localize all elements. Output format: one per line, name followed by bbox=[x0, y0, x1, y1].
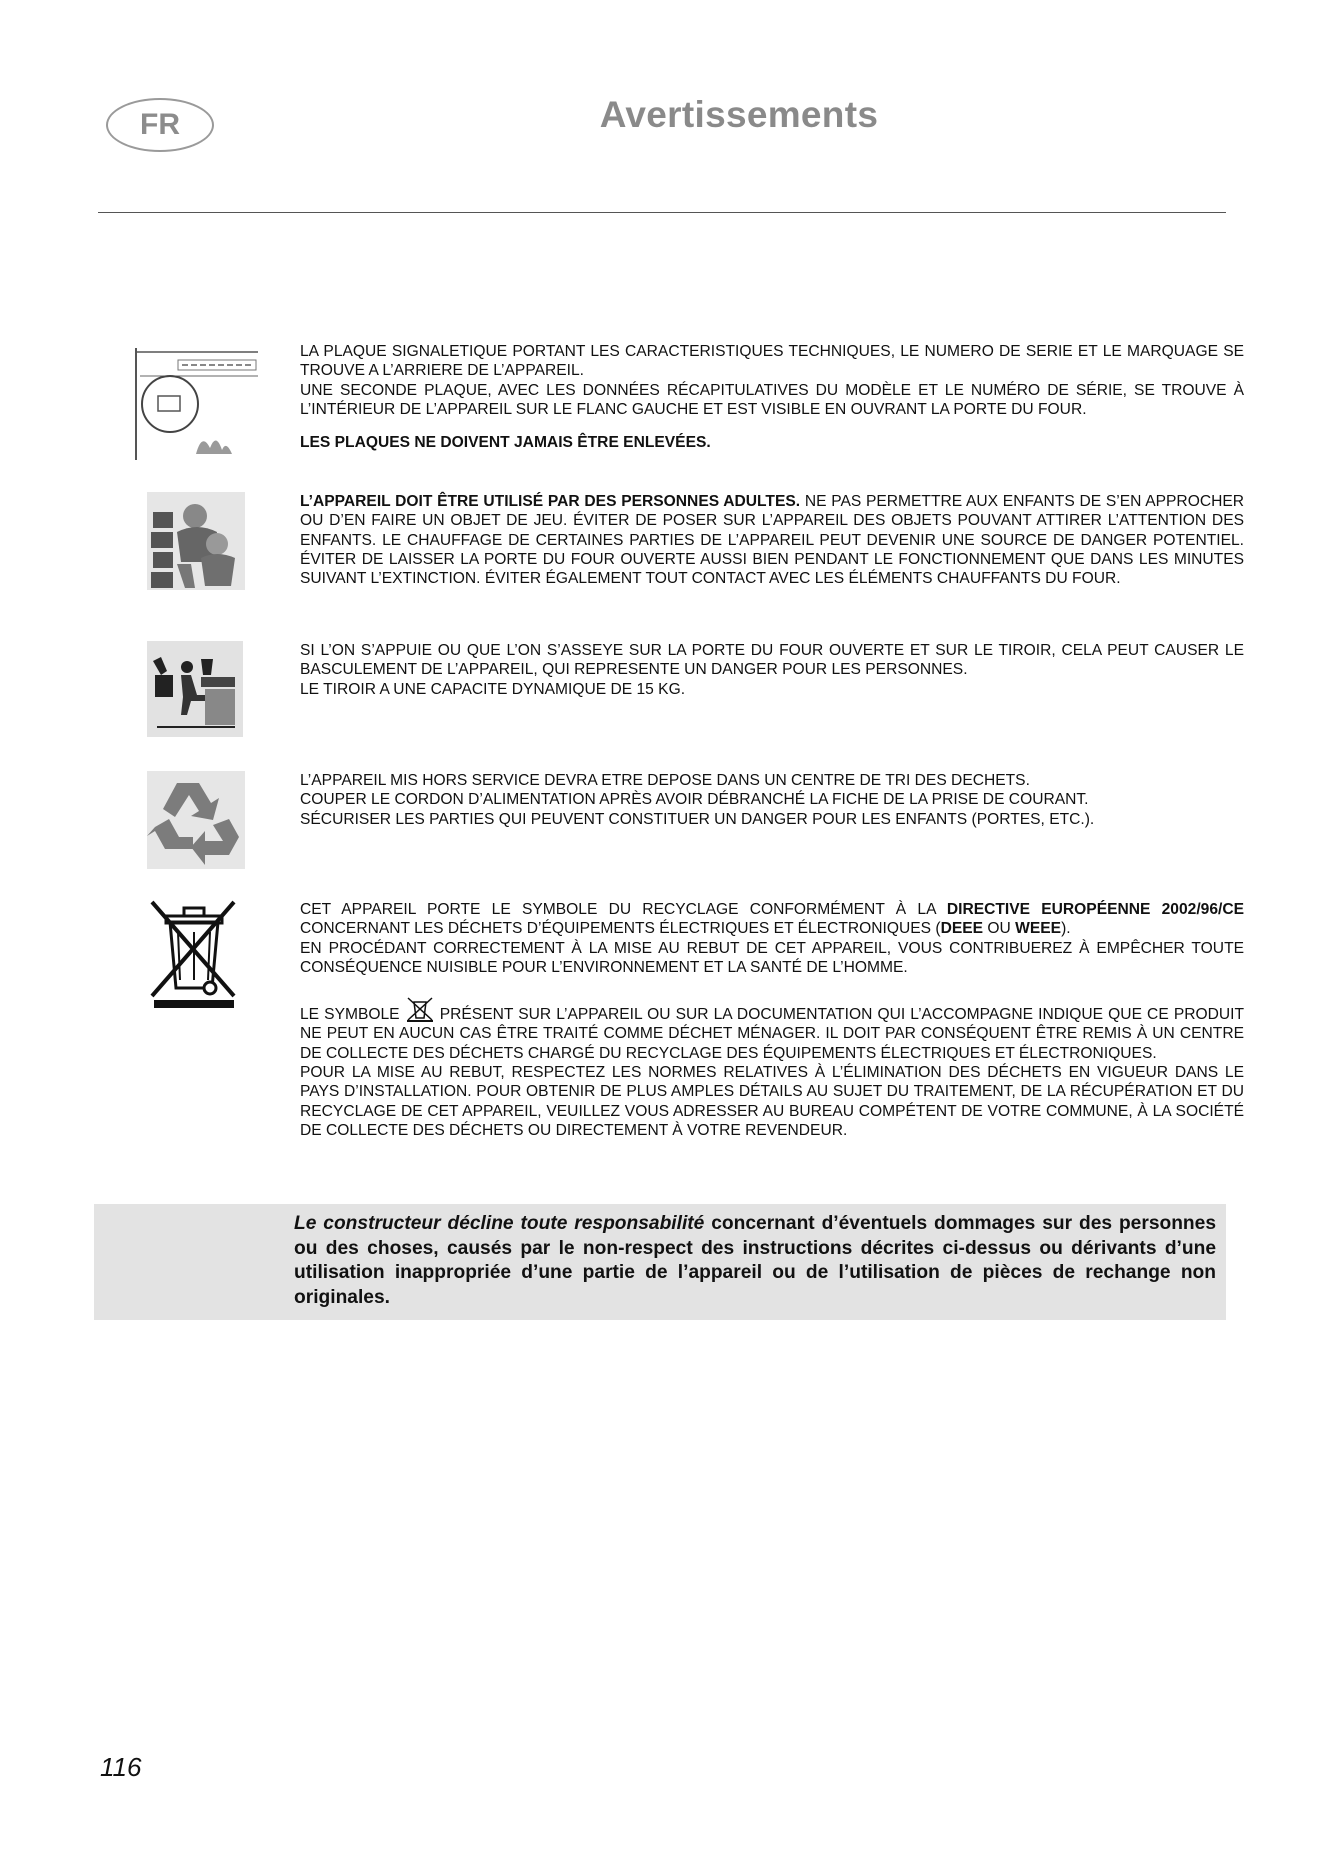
cut-cord-paragraph: COUPER LE CORDON D’ALIMENTATION APRÈS AVOIR DÉBRANCHÉ LA FICHE DE LA PRISE DE COURANT. bbox=[300, 791, 1089, 809]
language-code: FR bbox=[140, 108, 180, 141]
disposal-text bbox=[300, 771, 1244, 829]
disposal-rules-paragraph: POUR LA MISE AU REBUT, RESPECTEZ LES NORMES RELATIVES À L’ÉLIMINATION DES DÉCHETS EN VIGUEUR DANS LE PAYS D’INSTALLATION. POUR OBTENIR DE PLUS AMPLES DÉTAILS AU SUJET DU TRAITEMENT, DE LA RÉCUPÉRATION ET DU RECYCLAGE DE CET APPAREIL, VEUILLEZ VOUS ADRESSER AU BUREAU COMPÉTENT DE VOTRE COMMUNE, À LA SOCIÉTÉ DE COLLECTE DES DÉCHETS OU DIRECTEMENT À VOTRE REVENDEUR. bbox=[300, 1064, 1244, 1139]
rating-plate-text bbox=[300, 342, 1244, 452]
liability-warning-box bbox=[100, 1204, 1226, 1320]
door-tipping-text bbox=[300, 641, 1244, 699]
rating-plate-paragraph: LA PLAQUE SIGNALETIQUE PORTANT LES CARACTERISTIQUES TECHNIQUES, LE NUMERO DE SERIE ET LE MARQUAGE SE TROUVE A L’ARRIERE DE L’APPAREIL. bbox=[300, 343, 1244, 380]
liability-paragraph: Le constructeur décline toute responsabilité concernant d’éventuels dommages sur des personnes ou des choses, causés par le non-respect des instructions décrites ci-dessus ou dérivants d’une utilisation inappropriée d’une partie de l’appareil ou de l’utilisation de pièces de rechange non originales. bbox=[294, 1213, 1216, 1308]
rating-plate-icon bbox=[134, 346, 260, 462]
recycling-icon bbox=[147, 771, 245, 869]
disposal-paragraph: L’APPAREIL MIS HORS SERVICE DEVRA ETRE DEPOSE DANS UN CENTRE DE TRI DES DECHETS. bbox=[300, 772, 1030, 789]
symbol-meaning-paragraph: LE SYMBOLE PRÉSENT SUR L’APPAREIL OU SUR LA DOCUMENTATION QUI L’ACCOMPAGNE INDIQUE QUE CE PRODUIT NE PEUT EN AUCUN CAS ÊTRE TRAITÉ COMME DÉCHET MÉNAGER. IL DOIT PAR CONSÉQUENT ÊTRE REMIS À UN CENTRE DE COLLECTE DES DÉCHETS CHARGÉ DU RECYCLAGE DES ÉQUIPEMENTS ÉLECTRIQUES ET ÉLECTRONIQUES. bbox=[300, 997, 1244, 1063]
door-tipping-icon bbox=[147, 641, 243, 737]
header-divider bbox=[98, 212, 1226, 213]
children-warning-icon bbox=[147, 492, 245, 590]
plates-not-removed-notice: LES PLAQUES NE DOIVENT JAMAIS ÊTRE ENLEVÉES. bbox=[300, 434, 711, 452]
weee-directive-paragraph: CET APPAREIL PORTE LE SYMBOLE DU RECYCLAGE CONFORMÉMENT À LA DIRECTIVE EUROPÉENNE 2002/96/CE CONCERNANT LES DÉCHETS D’ÉQUIPEMENTS ÉLECTRIQUES ET ÉLECTRONIQUES (DEEE OU WEEE). bbox=[300, 901, 1244, 938]
children-warning-text bbox=[300, 492, 1244, 588]
children-paragraph: L’APPAREIL DOIT ÊTRE UTILISÉ PAR DES PERSONNES ADULTES. NE PAS PERMETTRE AUX ENFANTS DE S’EN APPROCHER OU D’EN FAIRE UN OBJET DE JEU. ÉVITER DE POSER SUR L’APPAREIL DES OBJETS POUVANT ATTIRER L’ATTENTION DES ENFANTS. LE CHAUFFAGE DE CERTAINES PARTIES DE L’APPAREIL PEUT DEVENIR UNE SOURCE DE DANGER POTENTIEL. ÉVITER DE LAISSER LA PORTE DU FOUR OUVERTE AUSSI BIEN PENDANT LE FONCTIONNEMENT QUE DANS LES MINUTES SUIVANT L’EXTINCTION. ÉVITER ÉGALEMENT TOUT CONTACT AVEC LES ÉLÉMENTS CHAUFFANTS DU FOUR. bbox=[300, 493, 1245, 588]
adults-only-emphasis: L’APPAREIL DOIT ÊTRE UTILISÉ PAR DES PERSONNES ADULTES. bbox=[300, 493, 801, 510]
inline-crossed-bin-icon bbox=[405, 997, 435, 1023]
warning-text-cell bbox=[94, 1204, 1226, 1320]
liability-emphasis: Le constructeur décline toute responsabilité bbox=[294, 1213, 705, 1234]
secure-parts-paragraph: SÉCURISER LES PARTIES QUI PEUVENT CONSTITUER UN DANGER POUR LES ENFANTS (PORTES, ETC.). bbox=[300, 810, 1095, 828]
directive-reference: DIRECTIVE EUROPÉENNE 2002/96/CE bbox=[946, 901, 1244, 918]
crossed-bin-icon bbox=[148, 900, 240, 1010]
second-plate-paragraph: UNE SECONDE PLAQUE, AVEC LES DONNÉES RÉCAPITULATIVES DU MODÈLE ET LE NUMÉRO DE SÉRIE, SE TROUVE À L’INTÉRIEUR DE L’APPAREIL SUR LE FLANC GAUCHE ET EST VISIBLE EN OUVRANT LA PORTE DU FOUR. bbox=[300, 381, 1244, 418]
page-title: Avertissements bbox=[599, 94, 879, 135]
weee-text bbox=[300, 900, 1244, 1140]
drawer-capacity-paragraph: LE TIROIR A UNE CAPACITE DYNAMIQUE DE 15 KG. bbox=[300, 680, 686, 698]
environment-paragraph: EN PROCÉDANT CORRECTEMENT À LA MISE AU REBUT DE CET APPAREIL, VOUS CONTRIBUEREZ À EMPÊCHER TOUTE CONSÉQUENCE NUISIBLE POUR L’ENVIRONNEMENT ET LA SANTÉ DE L’HOMME. bbox=[300, 939, 1244, 976]
door-tipping-paragraph: SI L’ON S’APPUIE OU QUE L’ON S’ASSEYE SUR LA PORTE DU FOUR OUVERTE ET SUR LE TIROIR, CELA PEUT CAUSER LE BASCULEMENT DE L’APPAREIL, QUI REPRESENTE UN DANGER POUR LES PERSONNES. bbox=[300, 642, 1244, 679]
page-number: 116 bbox=[100, 1752, 142, 1782]
